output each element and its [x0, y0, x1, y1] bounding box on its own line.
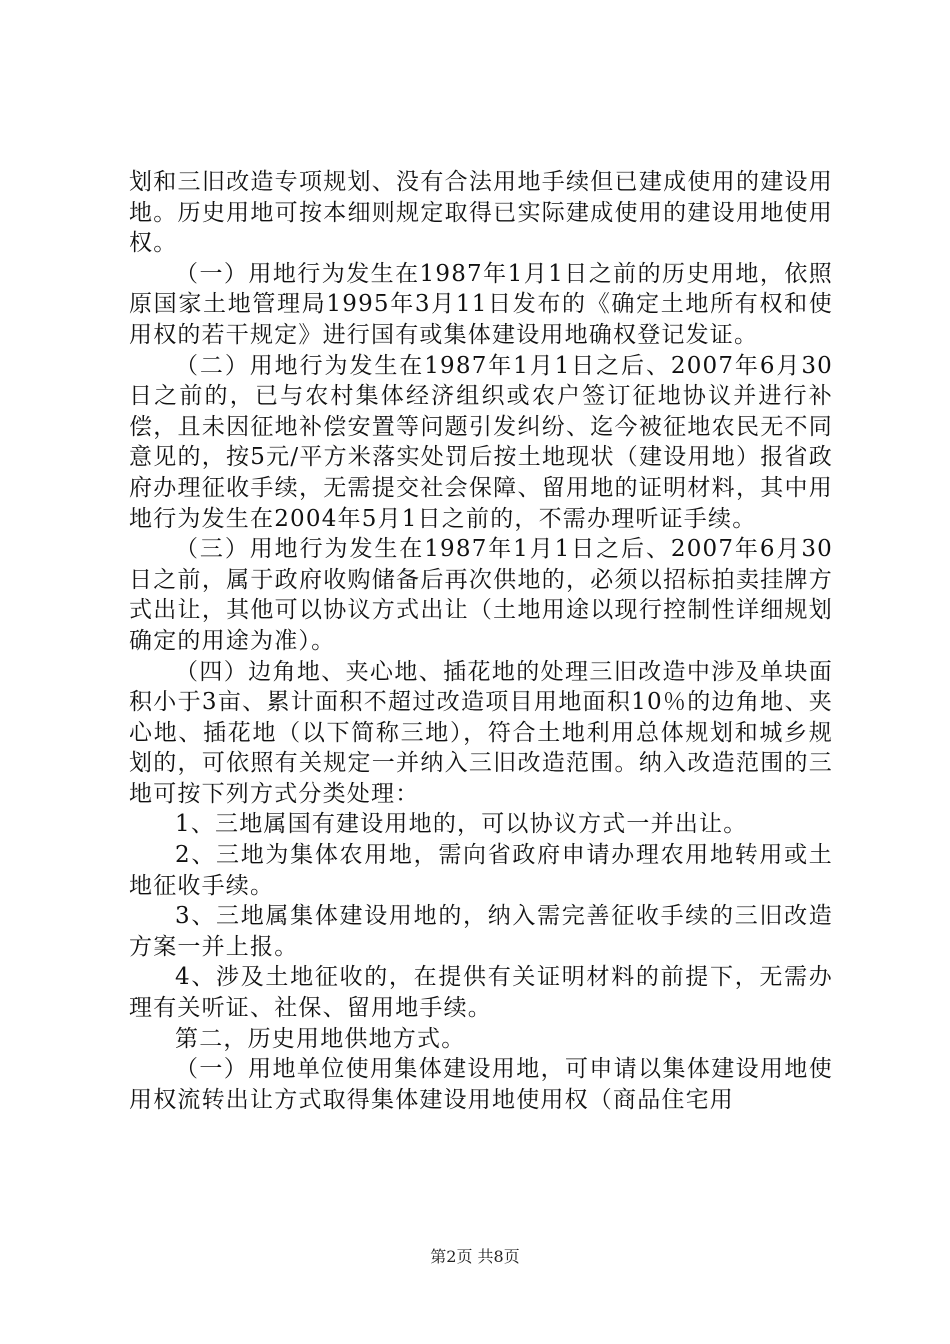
paragraph-sub-2: 2、三地为集体农用地，需向省政府申请办理农用地转用或土地征收手续。	[129, 842, 833, 899]
section-heading-second: 第二，历史用地供地方式。	[175, 1025, 466, 1052]
paragraph-sub-4: 4、涉及土地征收的，在提供有关证明材料的前提下，无需办理有关听证、社保、留用地手续。	[129, 964, 833, 1022]
paragraph-item-2: （二）用地行为发生在1987年1月1日之后、2007年6月30日之前的，已与农村集体经济组织或农户签订征地协议并进行补偿，且未因征地补偿安置等问题引发纠纷、迄今被征地农民无不同意见的，按5元/平方米落实处罚后按土地现状（建设用地）报省政府办理征收手续，无需提交社会保障、留用地的证明材料，其中用地行为发生在2004年5月1日之前的，不需办理听证手续。	[129, 352, 833, 532]
paragraph-item-4: （四）边角地、夹心地、插花地的处理三旧改造中涉及单块面积小于3亩、累计面积不超过改造项目用地面积10％的边角地、夹心地、插花地（以下简称三地），符合土地利用总体规划和城乡规划的，可依照有关规定一并纳入三旧改造范围。纳入改造范围的三地可按下列方式分类处理：	[129, 658, 833, 807]
paragraph-item-1: （一）用地行为发生在1987年1月1日之前的历史用地，依照原国家土地管理局1995年3月11日发布的《确定土地所有权和使用权的若干规定》进行国有或集体建设用地确权登记发证。	[129, 260, 833, 348]
paragraph-continuation: 划和三旧改造专项规划、没有合法用地手续但已建成使用的建设用地。历史用地可按本细则规定取得已实际建成使用的建设用地使用权。	[129, 169, 833, 257]
paragraph-supply-1: （一）用地单位使用集体建设用地，可申请以集体建设用地使用权流转出让方式取得集体建设用地使用权（商品住宅用	[129, 1056, 833, 1113]
paragraph-sub-3: 3、三地属集体建设用地的，纳入需完善征收手续的三旧改造方案一并上报。	[129, 903, 833, 960]
paragraph-item-3: （三）用地行为发生在1987年1月1日之后、2007年6月30日之前，属于政府收购储备后再次供地的，必须以招标拍卖挂牌方式出让，其他可以协议方式出让（土地用途以现行控制性详细规划确定的用途为准）。	[129, 536, 833, 654]
page-footer: 第2页 共8页	[430, 1247, 520, 1266]
document-body	[129, 167, 833, 1115]
paragraph-sub-1: 1、三地属国有建设用地的，可以协议方式一并出让。	[175, 811, 748, 838]
